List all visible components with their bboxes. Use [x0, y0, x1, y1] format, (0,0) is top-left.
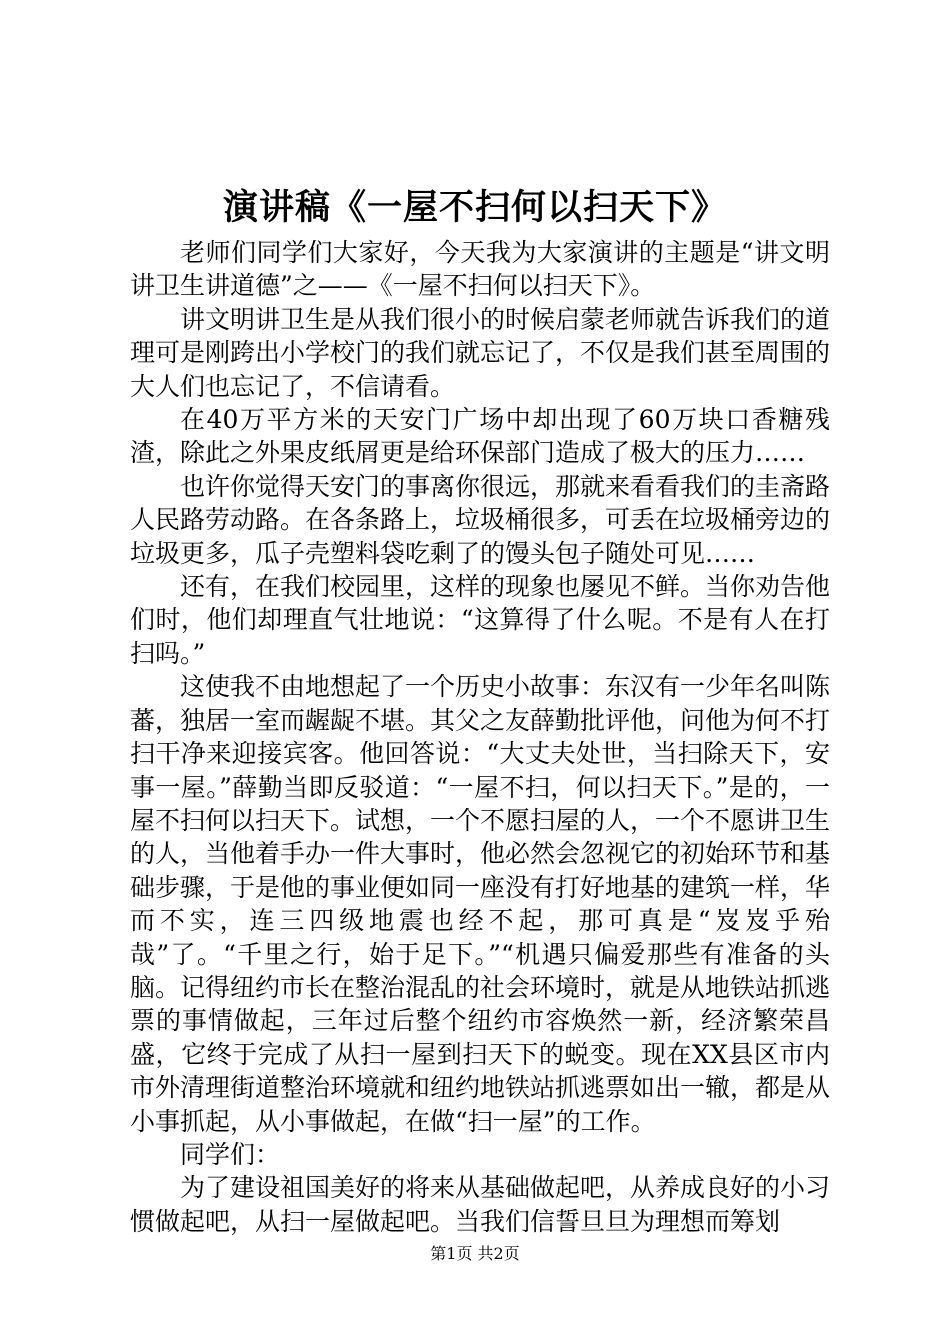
paragraph-address: 同学们： [180, 1139, 281, 1169]
paragraph-civility: 讲文明讲卫生是从我们很小的时候启蒙老师就告诉我们的道理可是刚跨出小学校门的我们就忘记了，不仅是我们甚至周围的大人们也忘记了，不信请看。 [130, 304, 831, 401]
paragraph-story: 这使我不由地想起了一个历史小故事：东汉有一少年名叫陈蕃，独居一室而龌龊不堪。其父之友薛勤批评他，问他为何不打扫干净来迎接宾客。他回答说：“大丈夫处世，当扫除天下，安事一屋。”薛勤当即反驳道：“一屋不扫，何以扫天下。”是的，一屋不扫何以扫天下。试想，一个不愿扫屋的人，一个不愿讲卫生的人，当他着手办一件大事时，他必然会忽视它的初始环节和基础步骤，于是他的事业便如同一座没有打好地基的建筑一样，华而不实，连三四级地震也经不起，那可真是“岌岌乎殆哉”了。“千里之行，始于足下。”“机遇只偏爱那些有准备的头脑。记得纽约市长在整治混乱的社会环境时，就是从地铁站抓逃票的事情做起，三年过后整个纽约市容焕然一新，经济繁荣昌盛，它终于完成了从扫一屋到扫天下的蜕变。现在XX县区市内市外清理街道整治环境就和纽约地铁站抓逃票如出一辙，都是从小事抓起，从小事做起，在做“扫一屋”的工作。 [130, 672, 831, 1136]
paragraph-streets: 也许你觉得天安门的事离你很远，那就来看看我们的圭斋路人民路劳动路。在各条路上，垃圾桶很多，可丢在垃圾桶旁边的垃圾更多，瓜子壳塑料袋吃剩了的馒头包子随处可见…… [130, 471, 831, 568]
paragraph-campus: 还有，在我们校园里，这样的现象也屡见不鲜。当你劝告他们时，他们却理直气壮地说：“这算得了什么呢。不是有人在打扫吗。” [130, 572, 831, 668]
page-number-footer: 第1页 共2页 [430, 1244, 520, 1263]
paragraph-appeal: 为了建设祖国美好的将来从基础做起吧，从养成良好的小习惯做起吧，从扫一屋做起吧。当我们信誓旦旦为理想而筹划 [130, 1173, 831, 1236]
document-title: 演讲稿《一屋不扫何以扫天下》 [222, 187, 727, 228]
document-body [130, 236, 830, 1238]
paragraph-tiananmen: 在40万平方米的天安门广场中却出现了60万块口香糖残渣，除此之外果皮纸屑更是给环保部门造成了极大的压力…… [130, 405, 830, 468]
paragraph-greeting: 老师们同学们大家好，今天我为大家演讲的主题是“讲文明讲卫生讲道德”之——《一屋不扫何以扫天下》。 [130, 238, 830, 301]
